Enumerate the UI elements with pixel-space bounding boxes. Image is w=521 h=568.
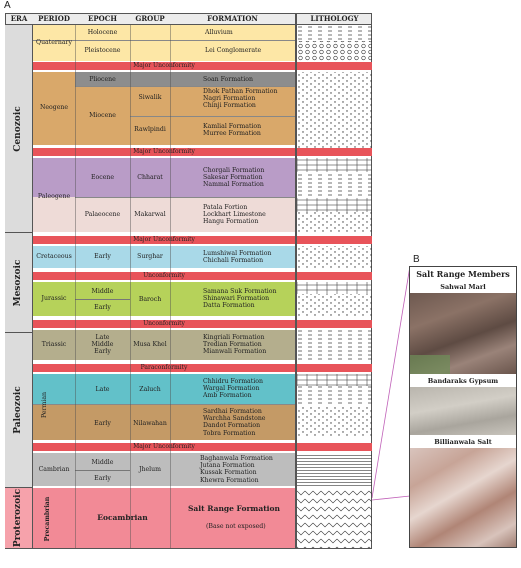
panel-b-title: Salt Range Members (416, 269, 510, 279)
formation-jhelum-list: Baghanwala Formation Jutana Formation Kussak Formation Khewra Formation (200, 455, 273, 484)
member-label-bandaraks: Bandaraks Gypsum (427, 377, 499, 385)
formation-alluvium: Alluvium (205, 29, 233, 36)
epoch-jurassic-middle: Middle (91, 288, 114, 295)
band-paraconformity: Paraconformity (33, 364, 295, 372)
group-surghar: Surghar (137, 253, 163, 260)
era-mesozoic-label: Mesozoic (13, 259, 23, 307)
formation-nilawahan-list: Sardhai Formation Warchha Sandstone Dandot Formation Tobra Formation (203, 408, 266, 437)
epoch-pliocene: Pliocene (89, 76, 116, 83)
row-paleogene-lower (33, 197, 75, 232)
group-siwalik: Siwalik (138, 94, 162, 101)
col-line-period (75, 25, 76, 548)
formation-zaluch-list: Chhidru Formation Wargal Formation Amb Formation (203, 378, 263, 400)
group-rawlpindi: Rawlpindi (134, 126, 166, 133)
group-chharat: Chharat (137, 174, 163, 181)
era-cenozoic-label: Cenozoic (13, 106, 23, 152)
formation-surghar-list: Lumshiwal Formation Chichali Formation (203, 250, 272, 265)
miocene-divider (130, 116, 295, 117)
period-cambrian: Cambrian (38, 466, 70, 473)
formation-makarwal-list: Patala Fortion Lockhart Limestone Hangu Formation (203, 204, 266, 226)
header-group: GROUP (135, 14, 165, 23)
cambrian-divider (75, 470, 130, 471)
header-lithology: LITHOLOGY (310, 14, 359, 23)
era-proterozoic-label: Proterozoic (13, 488, 23, 548)
formation-salt-range: Salt Range Formation (188, 504, 280, 513)
header-era: ERA (10, 14, 28, 23)
epoch-miocene: Miocene (89, 112, 116, 119)
epoch-eocene: Eocene (90, 174, 115, 181)
period-cretaceous: Cretaceous (36, 253, 72, 260)
group-baroch: Baroch (138, 296, 162, 303)
band-major-unconformity-3: Major Unconformity (33, 236, 295, 244)
panel-b-tag: B (413, 254, 420, 265)
group-jhelum: Jhelum (139, 466, 161, 473)
lithology-column (297, 25, 372, 548)
group-zaluch: Zaluch (139, 386, 161, 393)
group-makarwal: Makarwal (134, 211, 166, 218)
photo-sahwal-green (410, 355, 450, 374)
period-neogene: Neogene (39, 104, 69, 111)
band-major-unconformity-2: Major Unconformity (33, 148, 295, 156)
group-musa-khel: Musa Khel (133, 341, 167, 348)
band-major-unconformity-1: Major Unconformity (33, 62, 295, 70)
photo-billianwala-salt (410, 448, 516, 547)
epoch-palaeocene: Palaeocene (84, 211, 121, 218)
member-label-sahwal: Sahwal Marl (440, 283, 486, 291)
header-formation: FORMATION (207, 14, 258, 23)
epoch-cretaceous-early: Early (94, 253, 111, 260)
formation-chharat-list: Chorgali Formation Sakesar Formation Nammal Formation (203, 167, 265, 189)
period-precambrian: Precambrian (44, 496, 51, 542)
period-quaternary: Quaternary (36, 39, 72, 46)
epoch-cambrian-middle: Middle (91, 459, 114, 466)
header-epoch: EPOCH (88, 14, 117, 23)
formation-soan: Soan Formation (203, 76, 253, 83)
epoch-jurassic-early: Early (94, 304, 111, 311)
col-line-group (170, 25, 171, 548)
epoch-pleistocene: Pleistocene (84, 47, 121, 54)
connector-lines (372, 262, 412, 502)
epoch-cambrian-early: Early (94, 475, 111, 482)
epoch-holocene: Holocene (87, 29, 118, 36)
formation-baroch-list: Samana Suk Formation Shinawari Formation Datta Formation (203, 288, 277, 310)
header-period: PERIOD (38, 14, 70, 23)
member-label-billianwala: Billianwala Salt (434, 438, 492, 446)
period-permian: Permian (41, 391, 48, 419)
photo-bandaraks-gypsum (410, 387, 516, 435)
era-paleozoic-label: Paleozoic (13, 386, 23, 434)
formation-siwalik-list: Dhok Pathan Formation Nagri Formation Chinji Formation (203, 88, 278, 110)
epoch-eocambrian: Eocambrian (97, 513, 148, 522)
band-unconformity-2: Unconformity (33, 320, 295, 328)
formation-musa-khel-list: Kingriali Formation Tredian Formation Mianwali Formation (203, 334, 267, 356)
jurassic-divider (75, 299, 130, 300)
period-jurassic: Jurassic (41, 295, 67, 302)
band-unconformity-1: Unconformity (33, 272, 295, 280)
band-major-unconformity-4: Major Unconformity (33, 443, 295, 451)
period-triassic: Triassic (41, 341, 67, 348)
group-nilawahan: Nilawahan (133, 420, 167, 427)
formation-base-note: (Base not exposed) (206, 523, 266, 530)
period-paleogene: Paleogene (37, 193, 71, 200)
epoch-permian-early: Early (94, 420, 111, 427)
formation-rawlpindi-list: Kamlial Formation Murree Formation (203, 123, 262, 138)
epoch-triassic: Late Middle Early (91, 334, 114, 355)
panel-a-tag: A (4, 0, 11, 11)
epoch-permian-late: Late (95, 386, 110, 393)
formation-lei-conglomerate: Lei Conglomerate (205, 47, 262, 54)
